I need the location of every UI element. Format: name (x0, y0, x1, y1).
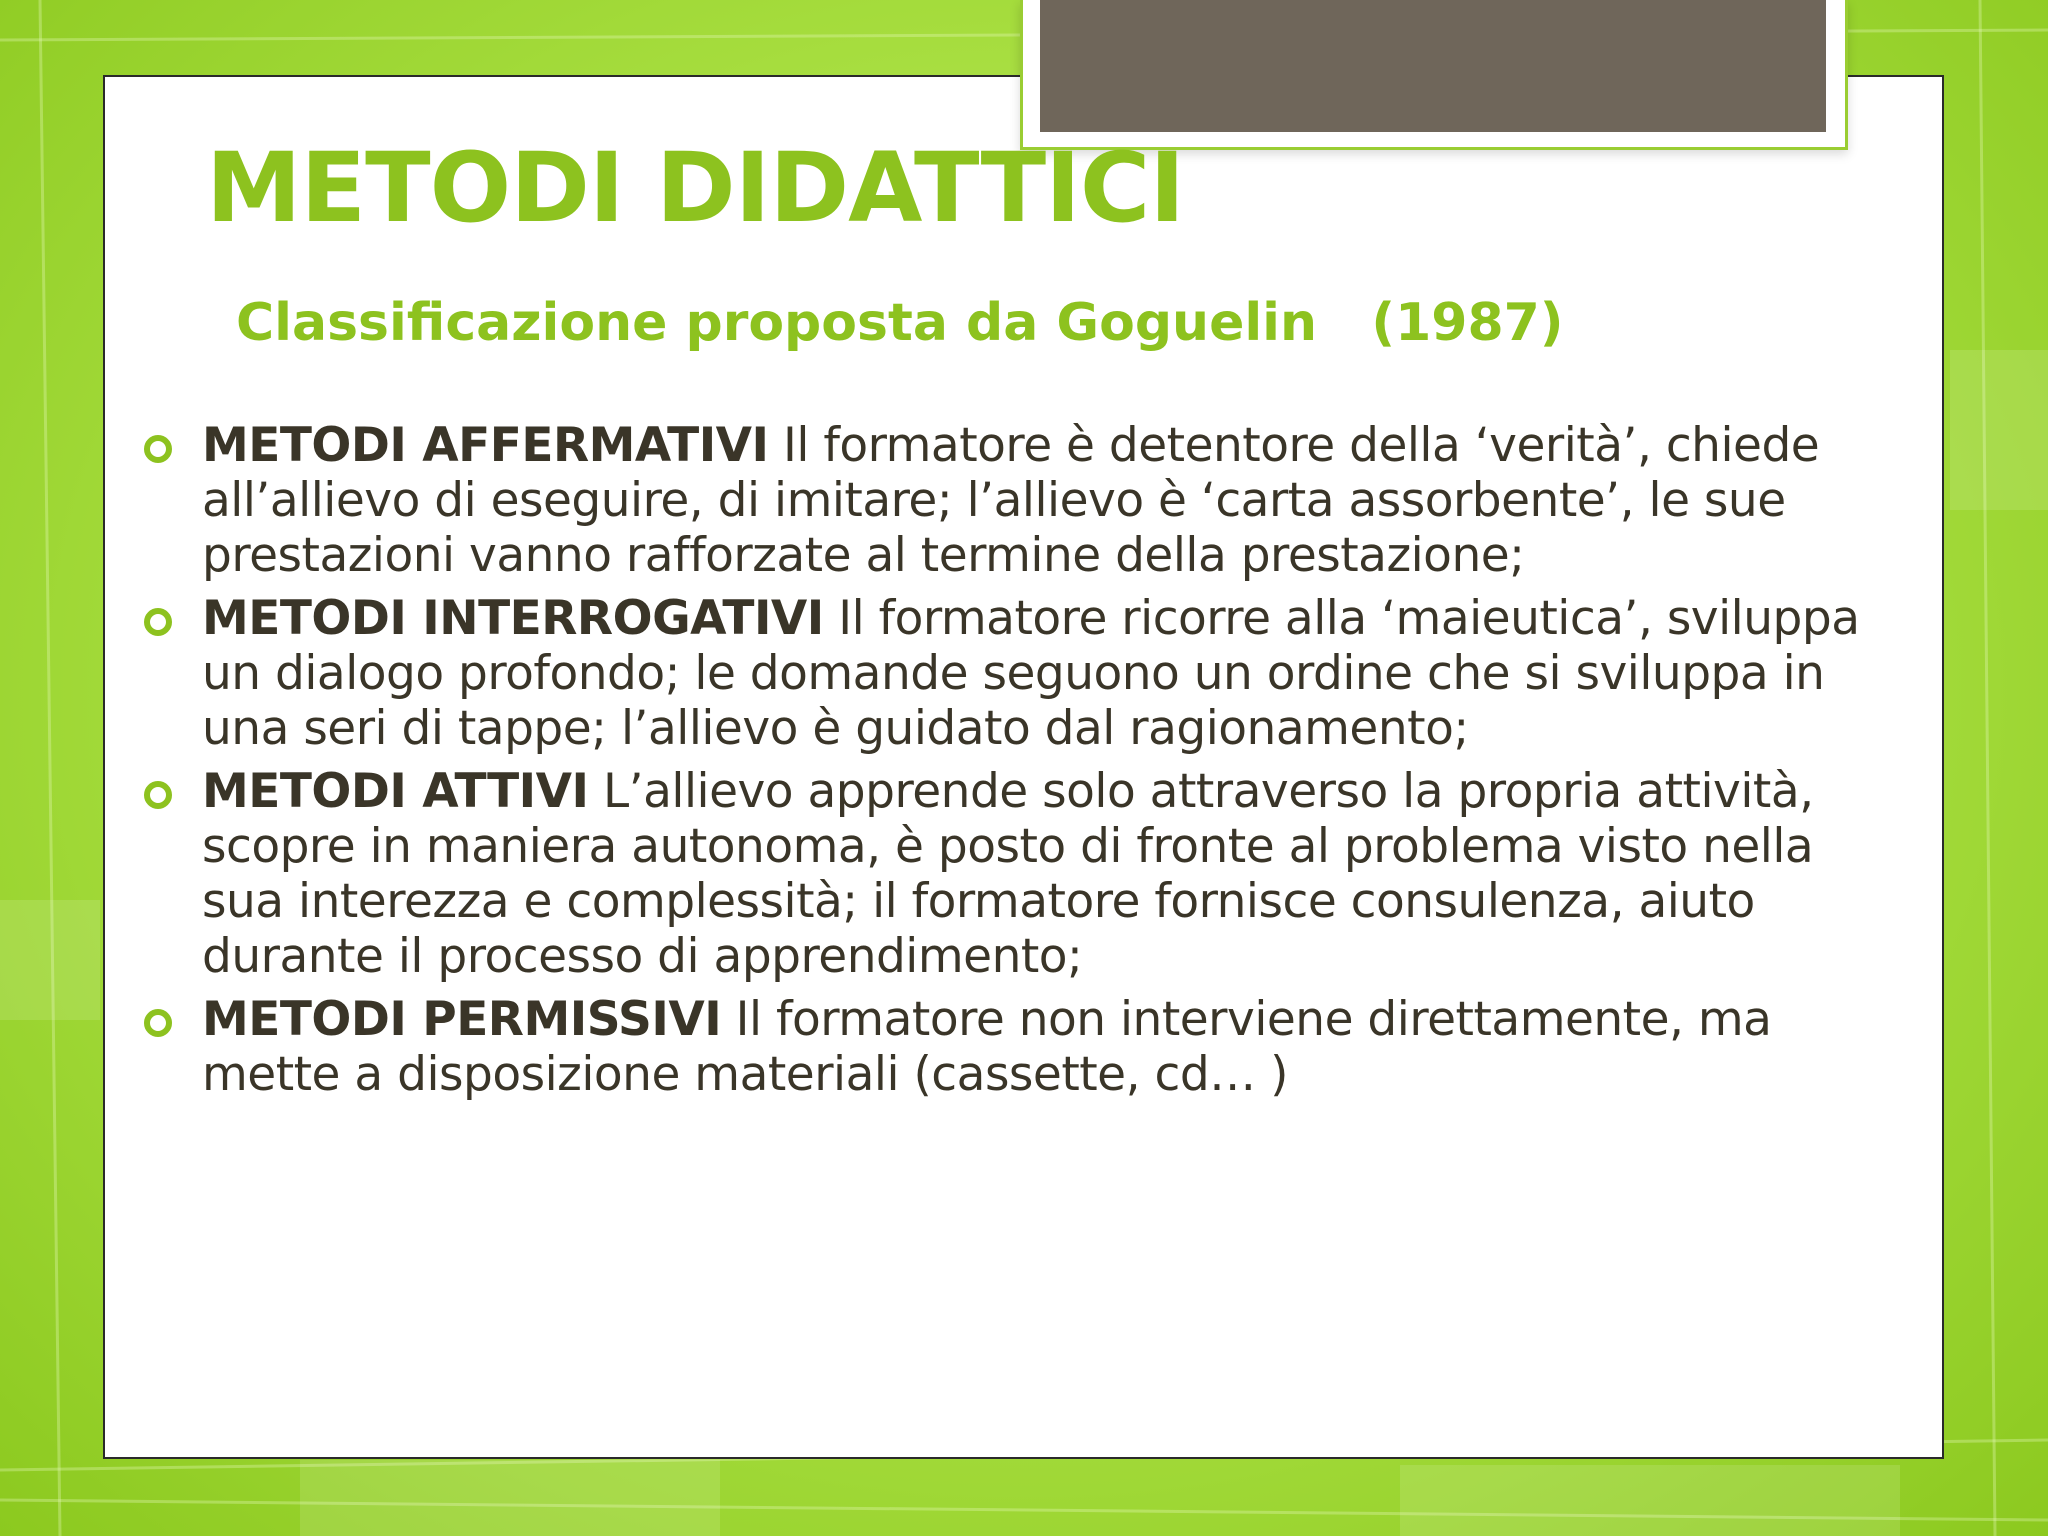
bullet-item-permissivi (140, 992, 1890, 1102)
bullet-term: METODI AFFERMATIVI (202, 418, 769, 473)
bullet-text: L’allievo apprende solo attraverso la propria attività, scopre in maniera autonoma, è posto di fronte al problema visto nella sua interezza e complessità; il formatore fornisce consulenza, aiuto durante il processo di apprendimento; (202, 764, 1814, 984)
slide-title: METODI DIDATTICI (206, 132, 1185, 244)
bullet-term: METODI ATTIVI (202, 764, 589, 819)
circle-bullet-icon (144, 435, 172, 463)
bullet-list (140, 418, 1890, 1110)
bullet-term: METODI PERMISSIVI (202, 992, 722, 1047)
bullet-text: Il formatore ricorre alla ‘maieutica’, sviluppa un dialogo profondo; le domande seguono un ordine che si sviluppa in una seri di tappe; l’allievo è guidato dal ragionamento; (202, 591, 1860, 756)
bullet-term: METODI INTERROGATIVI (202, 591, 824, 646)
bullet-item-interrogativi (140, 591, 1890, 756)
bullet-text: Il formatore non interviene direttamente, ma mette a disposizione materiali (cassette, cd… ) (202, 992, 1772, 1102)
circle-bullet-icon (144, 1009, 172, 1037)
bullet-text: Il formatore è detentore della ‘verità’, chiede all’allievo di eseguire, di imitare; l’allievo è ‘carta assorbente’, le sue prestazioni vanno rafforzate al termine della prestazione; (202, 418, 1820, 583)
bullet-item-affermativi (140, 418, 1890, 583)
slide-subtitle: Classificazione proposta da Goguelin (1987) (236, 293, 1564, 353)
circle-bullet-icon (144, 608, 172, 636)
corner-decoration-box (1040, 0, 1826, 132)
circle-bullet-icon (144, 781, 172, 809)
bullet-item-attivi (140, 764, 1890, 984)
